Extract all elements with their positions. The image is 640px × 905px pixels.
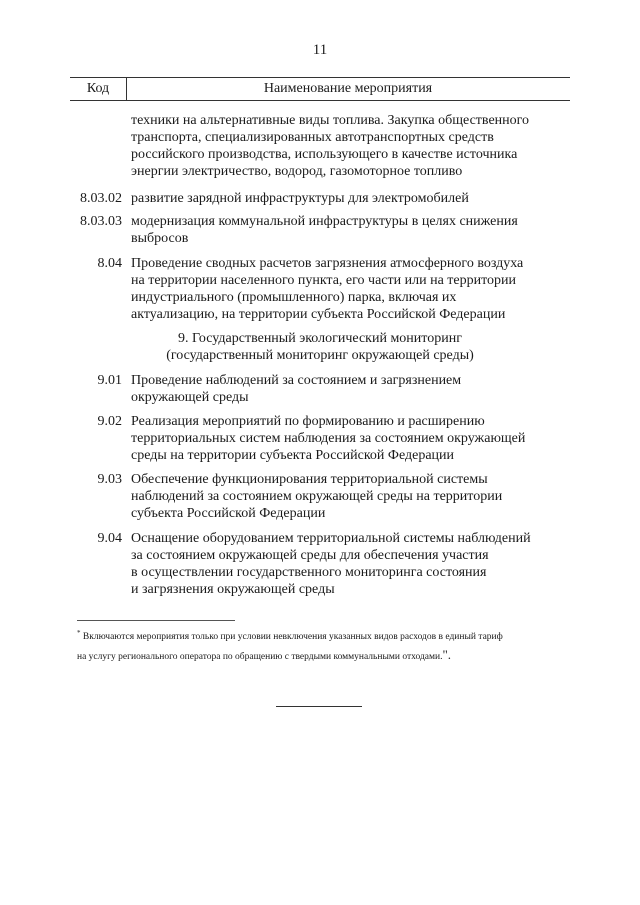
- row-code: 8.03.03: [80, 214, 122, 229]
- row-text: техники на альтернативные виды топлива. Закупка общественного транспорта, специализированных автотранспортных средств российского производства, использующего в качестве источника энергии электричество, водород, газомоторное топливо: [131, 113, 530, 179]
- footnote-marker: *: [77, 629, 81, 637]
- row-code: 9.01: [97, 373, 122, 388]
- row-code: 8.03.02: [80, 191, 122, 206]
- row-code: 8.04: [97, 256, 122, 271]
- row-text: развитие зарядной инфраструктуры для электромобилей: [131, 191, 469, 206]
- row-text: Реализация мероприятий по формированию и расширению территориальных систем наблюдения за состоянием окружающей среды на территории субъекта Российской Федерации: [131, 414, 526, 463]
- page-number: 11: [312, 42, 328, 58]
- row-text: Проведение наблюдений за состоянием и загрязнением окружающей среды: [131, 373, 462, 405]
- row-code: 9.04: [97, 531, 122, 546]
- end-divider: [276, 706, 362, 707]
- row-text: Обеспечение функционирования территориальной системы наблюдений за состоянием окружающей среды на территории субъекта Российской Федерации: [131, 472, 503, 521]
- table-header: [70, 77, 570, 101]
- column-header-code: Код: [86, 81, 110, 96]
- row-text: Оснащение оборудованием территориальной системы наблюдений за состоянием окружающей среды для обеспечения участия в осуществлении государственного мониторинга состояния и загрязнения окружающей среды: [131, 531, 531, 597]
- row-text: Проведение сводных расчетов загрязнения атмосферного воздуха на территории населенного пункта, его части или на территории индустриального (промышленного) парка, включая их актуализацию, на территории субъекта Российской Федерации: [131, 256, 524, 322]
- footnote-divider: [77, 620, 235, 621]
- row-code: 9.03: [97, 472, 122, 487]
- row-code: 9.02: [97, 414, 122, 429]
- column-header-name: Наименование мероприятия: [263, 81, 433, 96]
- row-text: модернизация коммунальной инфраструктуры в целях снижения выбросов: [131, 214, 518, 246]
- section-title: 9. Государственный экологический мониторинг (государственный мониторинг окружающей среды): [166, 331, 474, 363]
- footnote-text: Включаются мероприятия только при условии невключения указанных видов расходов в единый тариф на услугу регионального оператора по обращению с твердыми коммунальными отходами.: [77, 632, 503, 663]
- footnote-closing: ".: [442, 647, 452, 663]
- footnote: [77, 625, 577, 666]
